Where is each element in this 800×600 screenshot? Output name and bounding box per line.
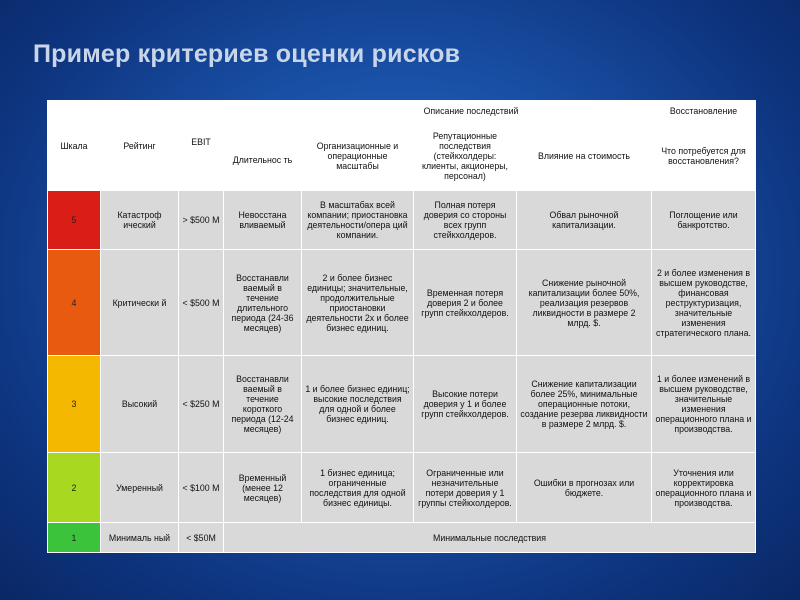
risk-criteria-table bbox=[47, 100, 756, 553]
value-impact-cell: Обвал рыночной капитализации. bbox=[517, 191, 652, 250]
rating-cell: Катастроф ический bbox=[101, 191, 179, 250]
duration-cell: Восстанавли ваемый в течение длительного периода (24-36 месяцев) bbox=[224, 250, 302, 356]
scale-cell: 3 bbox=[48, 356, 101, 453]
recovery-cell: Уточнения или корректировка операционного плана и производства. bbox=[652, 453, 756, 523]
rating-cell: Критически й bbox=[101, 250, 179, 356]
header-organizational: Организационные и операционные масштабы bbox=[302, 121, 414, 191]
table-row bbox=[48, 191, 756, 250]
value-impact-cell: Снижение рыночной капитализации более 50%, реализация резервов ликвидности в размере 2 млрд. $. bbox=[517, 250, 652, 356]
scale-cell: 2 bbox=[48, 453, 101, 523]
slide-title: Пример критериев оценки рисков bbox=[33, 40, 461, 68]
rating-cell: Высокий bbox=[101, 356, 179, 453]
header-recovery: Восстановление bbox=[652, 101, 756, 121]
value-impact-cell: Снижение капитализации более 25%, минимальные операционные потоки, создание резерва ликвидности в размере 2 млрд. $. bbox=[517, 356, 652, 453]
organizational-cell: 1 бизнес единица; ограниченные последствия для одной бизнес единицы. bbox=[302, 453, 414, 523]
duration-cell: Временный (менее 12 месяцев) bbox=[224, 453, 302, 523]
organizational-cell: 1 и более бизнес единиц; высокие последствия для одной и более бизнес единиц. bbox=[302, 356, 414, 453]
header-ebit: EBIT bbox=[179, 101, 224, 191]
ebit-cell: < $100 M bbox=[179, 453, 224, 523]
header-value-impact: Влияние на стоимость bbox=[517, 121, 652, 191]
header-consequences: Описание последствий bbox=[224, 101, 652, 121]
recovery-cell: 2 и более изменения в высшем руководстве, финансовая реструктуризация, значительные изменения стратегического плана. bbox=[652, 250, 756, 356]
recovery-cell: Поглощение или банкротство. bbox=[652, 191, 756, 250]
header-scale: Шкала bbox=[48, 101, 101, 191]
reputational-cell: Ограниченные или незначительные потери доверия у 1 группы стейкхолдеров. bbox=[414, 453, 517, 523]
recovery-cell: 1 и более изменений в высшем руководстве, значительные изменения операционного плана и производства. bbox=[652, 356, 756, 453]
duration-cell: Невосстана вливаемый bbox=[224, 191, 302, 250]
value-impact-cell: Ошибки в прогнозах или бюджете. bbox=[517, 453, 652, 523]
rating-cell: Минималь ный bbox=[101, 523, 179, 553]
scale-cell: 5 bbox=[48, 191, 101, 250]
table-row bbox=[48, 453, 756, 523]
organizational-cell: В масштабах всей компании; приостановка деятельности/опера ций компании. bbox=[302, 191, 414, 250]
ebit-cell: < $250 M bbox=[179, 356, 224, 453]
duration-cell: Восстанавли ваемый в течение короткого периода (12-24 месяцев) bbox=[224, 356, 302, 453]
scale-cell: 1 bbox=[48, 523, 101, 553]
reputational-cell: Высокие потери доверия у 1 и более групп стейкхолдеров. bbox=[414, 356, 517, 453]
reputational-cell: Полная потеря доверия со стороны всех групп стейкхолдеров. bbox=[414, 191, 517, 250]
organizational-cell: 2 и более бизнес единицы; значительные, продолжительные приостановки деятельности 2х и более бизнес единиц. bbox=[302, 250, 414, 356]
header-reputational: Репутационные последствия (стейкхолдеры: клиенты, акционеры, персонал) bbox=[414, 121, 517, 191]
scale-cell: 4 bbox=[48, 250, 101, 356]
ebit-cell: < $50M bbox=[179, 523, 224, 553]
table-row bbox=[48, 356, 756, 453]
table-row bbox=[48, 250, 756, 356]
header-rating: Рейтинг bbox=[101, 101, 179, 191]
header-row-top bbox=[48, 101, 756, 121]
ebit-cell: > $500 M bbox=[179, 191, 224, 250]
minimal-consequences-cell: Минимальные последствия bbox=[224, 523, 756, 553]
ebit-cell: < $500 M bbox=[179, 250, 224, 356]
reputational-cell: Временная потеря доверия 2 и более групп стейкхолдеров. bbox=[414, 250, 517, 356]
header-what-needed: Что потребуется для восстановления? bbox=[652, 121, 756, 191]
rating-cell: Умеренный bbox=[101, 453, 179, 523]
header-duration: Длительнос ть bbox=[224, 121, 302, 191]
table-row bbox=[48, 523, 756, 553]
